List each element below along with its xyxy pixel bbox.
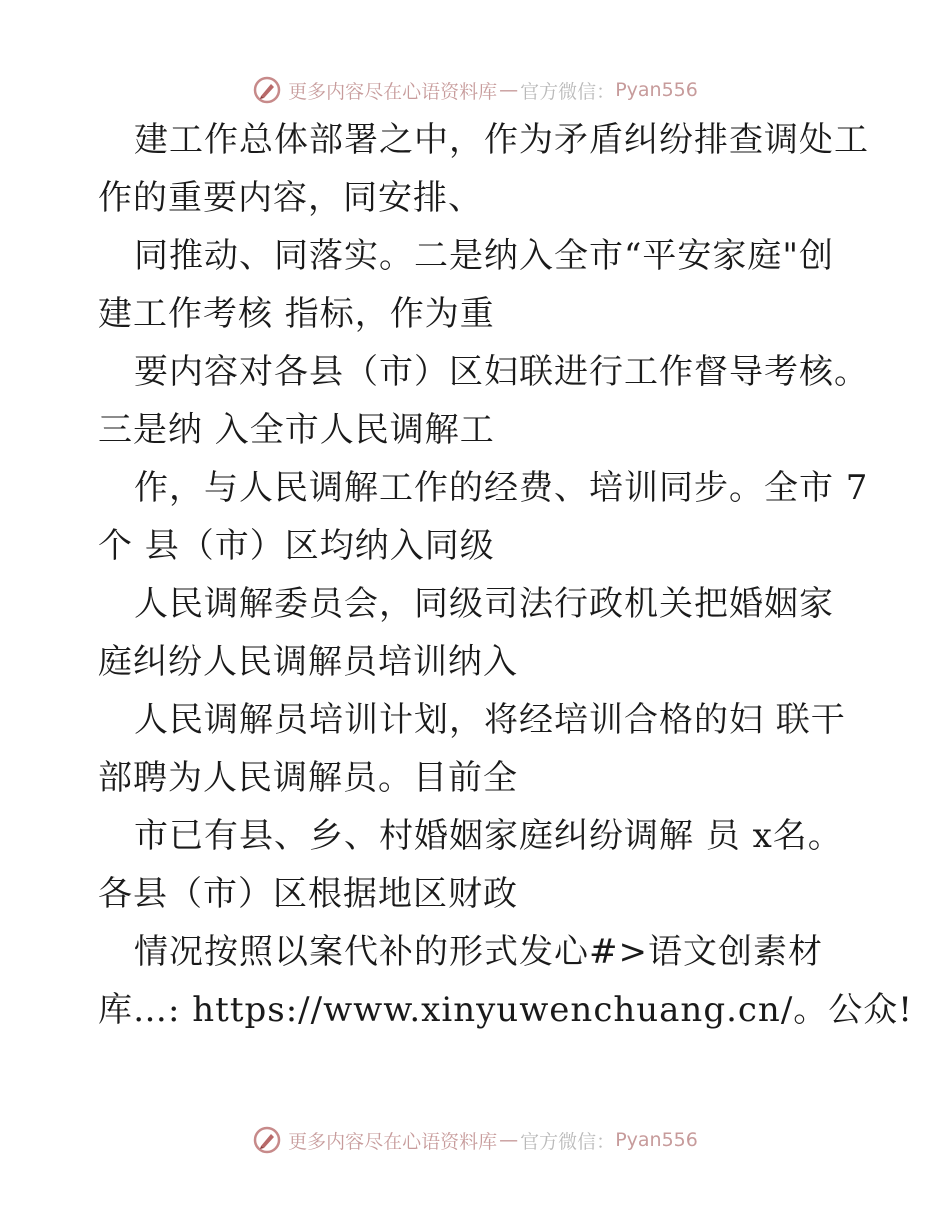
- text-line: 同推动、同落实。二是纳入全市“平安家庭"创: [134, 236, 835, 276]
- text-line: 建工作考核 指标，作为重: [98, 294, 495, 334]
- text-line: 人民调解委员会，同级司法行政机关把婚姻家: [134, 584, 834, 624]
- pen-logo-icon: [252, 75, 282, 105]
- text-line: 作的重要内容，同安排、: [98, 178, 483, 218]
- watermark-wechat-id: Pyan556: [615, 1129, 698, 1151]
- watermark-site-text: 更多内容尽在心语资料库: [288, 1130, 498, 1153]
- document-body: [98, 120, 913, 1048]
- footer-watermark: [0, 1120, 950, 1160]
- text-line: 市已有县、乡、村婚姻家庭纠纷调解 员 x名。: [134, 816, 843, 856]
- text-line: 三是纳 入全市人民调解工: [98, 410, 495, 450]
- text-line: 个 县（市）区均纳入同级: [98, 526, 495, 566]
- watermark-wechat-id: Pyan556: [615, 79, 698, 101]
- text-line: 庭纠纷人民调解员培训纳入: [98, 642, 518, 682]
- text-line: 建工作总体部署之中，作为矛盾纠纷排查调处工: [134, 120, 869, 160]
- pen-logo-icon: [252, 1125, 282, 1155]
- header-watermark: [0, 70, 950, 110]
- text-line: 各县（市）区根据地区财政: [98, 874, 518, 914]
- text-line-link: 库…: https://www.xinyuwenchuang.cn/。公众!: [98, 990, 913, 1030]
- text-line: 部聘为人民调解员。目前全: [98, 758, 518, 798]
- watermark-separator: —: [499, 1129, 519, 1151]
- text-line: 情况按照以案代补的形式发心#>语文创素材: [134, 932, 823, 972]
- text-line: 人民调解员培训计划，将经培训合格的妇 联干: [134, 700, 846, 740]
- watermark-wechat-label: 官方微信：: [520, 80, 616, 103]
- watermark-separator: —: [499, 79, 519, 101]
- watermark-site-text: 更多内容尽在心语资料库: [288, 80, 498, 103]
- watermark-wechat-label: 官方微信：: [520, 1130, 616, 1153]
- text-line: 作，与人民调解工作的经费、培训同步。全市 7: [134, 468, 869, 508]
- text-line: 要内容对各县（市）区妇联进行工作督导考核。: [134, 352, 869, 392]
